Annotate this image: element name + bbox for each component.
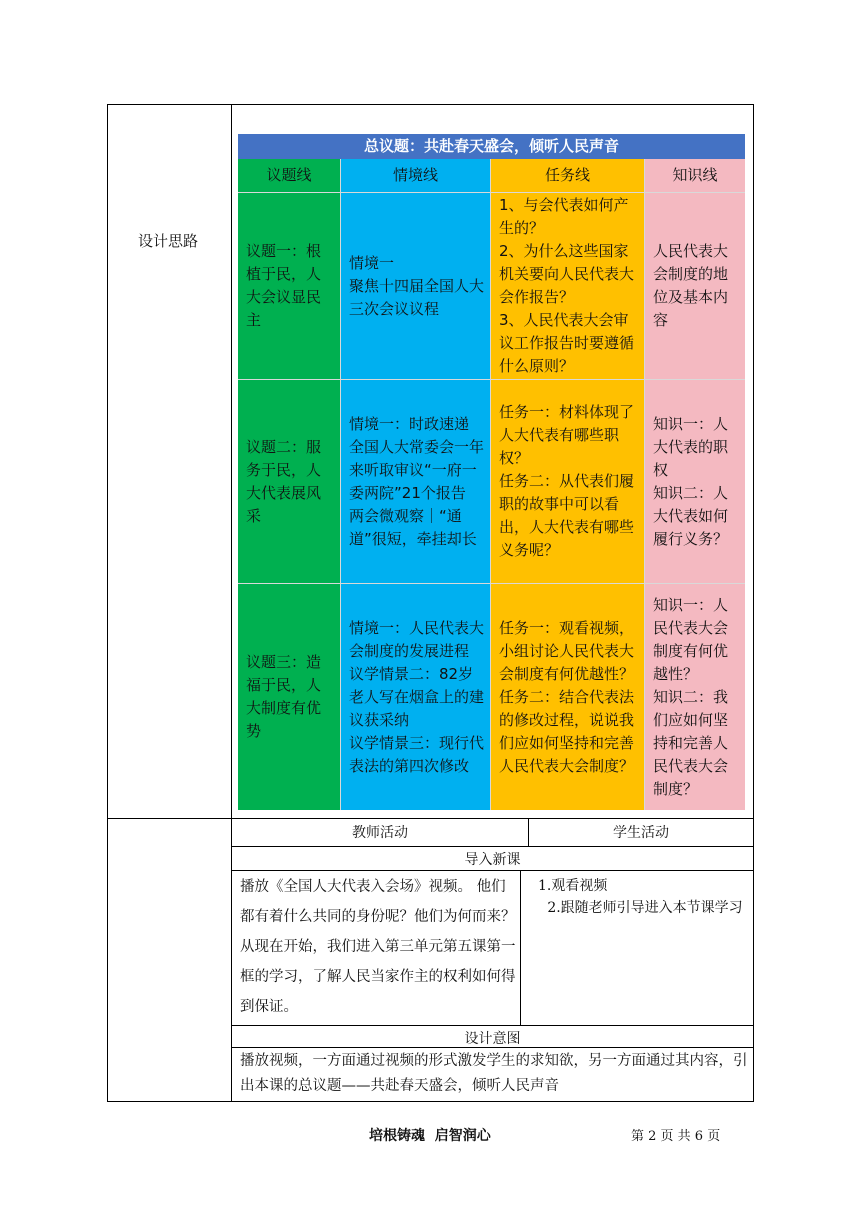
row2-topic: 议题二：服务于民，人大代表展风采	[238, 380, 340, 583]
header-context-line: 情境线	[341, 159, 490, 192]
activity-col-divider-body	[520, 870, 521, 1026]
student-item-1: 1.观看视频	[538, 878, 608, 894]
outer-row-divider	[107, 818, 754, 819]
student-item-2: 2.跟随老师引导进入本节课学习	[547, 900, 743, 916]
row2-context: 情境一：时政速递 全国人大常委会一年来听取审议“一府一委两院”21个报告 两会微观察｜“通道”很短，牵挂却长	[341, 380, 490, 583]
outer-right-border	[753, 104, 754, 1102]
section-title: 导入新课	[464, 852, 521, 868]
teacher-activity-text: 播放《全国人大代表入会场》视频。 他们都有着什么共同的身份呢？他们为何而来？从现在开始，我们进入第三单元第五课第一框的学习，了解人民当家作主的权利如何得到保证。	[240, 879, 516, 1015]
teacher-activity-header: 教师活动	[352, 825, 408, 841]
outer-left-border	[107, 104, 108, 1102]
row2-knowledge: 知识一：人大代表的职权 知识二：人大代表如何履行义务？	[645, 380, 745, 583]
design-table-title: 总议题：共赴春天盛会，倾听人民声音	[238, 134, 745, 159]
row1-context: 情境一 聚焦十四届全国人大三次会议议程	[341, 193, 490, 379]
row3-knowledge: 知识一：人民代表大会制度有何优越性？ 知识二：我们应如何坚持和完善人民代表大会制度？	[645, 584, 745, 810]
design-label: 设计思路	[138, 232, 199, 250]
row3-context: 情境一：人民代表大会制度的发展进程 议学情景二：82岁老人写在烟盒上的建议获采纳 议学情景三：现行代表法的第四次修改	[341, 584, 490, 810]
intent-title: 设计意图	[464, 1031, 521, 1047]
outer-bottom-border	[107, 1101, 754, 1102]
header-topic-line: 议题线	[238, 159, 340, 192]
outer-col-divider	[231, 104, 232, 1102]
footer-slogan: 培根铸魂 启智润心	[369, 1128, 491, 1144]
activity-header-divider	[231, 846, 754, 847]
row2-task: 任务一：材料体现了人大代表有哪些职权？ 任务二：从代表们履职的故事中可以看出，人大代表有哪些义务呢？	[491, 380, 644, 583]
row1-knowledge: 人民代表大会制度的地位及基本内容	[645, 193, 745, 379]
row1-topic: 议题一：根植于民，人大会议显民主	[238, 193, 340, 379]
design-table	[238, 134, 745, 810]
row1-task: 1、与会代表如何产生的？ 2、为什么这些国家机关要向人民代表大会作报告？ 3、人民代表大会审议工作报告时要遵循什么原则？	[491, 193, 644, 379]
row3-topic: 议题三：造福于民，人大制度有优势	[238, 584, 340, 810]
student-activity-header: 学生活动	[613, 825, 669, 841]
intent-text: 播放视频，一方面通过视频的形式激发学生的求知欲，另一方面通过其内容，引出本课的总议题——共赴春天盛会，倾听人民声音	[240, 1053, 748, 1094]
header-knowledge-line: 知识线	[645, 159, 745, 192]
section-divider	[231, 870, 754, 871]
header-task-line: 任务线	[491, 159, 644, 192]
intent-top-divider	[231, 1025, 754, 1026]
outer-top-border	[107, 104, 754, 105]
page-number: 第 2 页 共 6 页	[631, 1129, 721, 1144]
row3-task: 任务一：观看视频，小组讨论人民代表大会制度有何优越性？任务二：结合代表法的修改过程，说说我们应如何坚持和完善人民代表大会制度？	[491, 584, 644, 810]
